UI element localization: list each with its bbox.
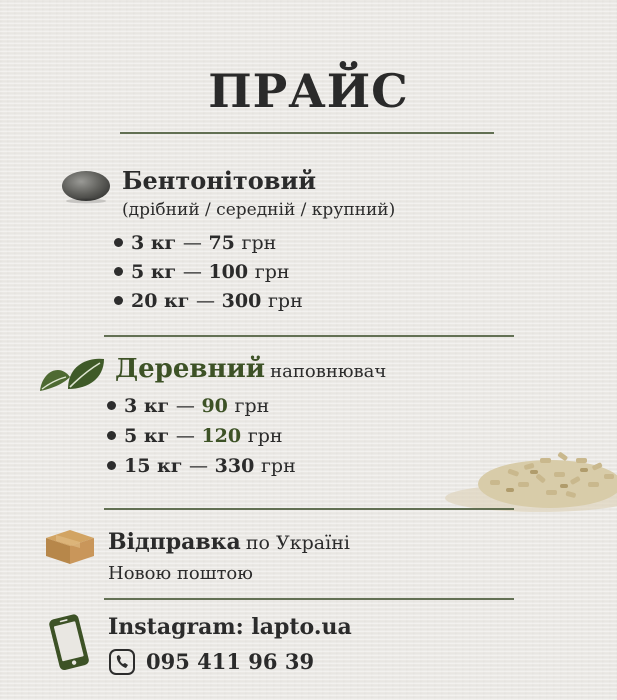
shipping-rest: по Україні [245, 532, 350, 554]
bullet [114, 267, 123, 276]
phone-number[interactable]: 095 411 96 39 [146, 649, 315, 674]
bullet [107, 431, 116, 440]
list-item: 5 кг — 120 грн [107, 425, 283, 447]
bentonite-sizes: (дрібний / середній / крупний) [122, 200, 396, 220]
bullet [107, 461, 116, 470]
list-item: 3 кг — 75 грн [114, 232, 276, 254]
leaf-icon [38, 355, 106, 395]
list-item: 20 кг — 300 грн [114, 290, 303, 312]
shipping-title: Відправка [108, 529, 241, 555]
shipping-heading [108, 529, 350, 555]
bullet [114, 296, 123, 305]
viber-icon [108, 648, 136, 676]
divider [104, 508, 514, 510]
stone-icon [60, 168, 112, 204]
wood-heading [115, 354, 386, 384]
bullet [107, 401, 116, 410]
wood-suffix: наповнювач [270, 361, 387, 382]
divider [104, 335, 514, 337]
box-icon [44, 526, 96, 566]
wood-title: Деревний [115, 354, 266, 384]
bentonite-title: Бентонітовий [122, 166, 317, 195]
divider [104, 598, 514, 600]
pellets-image [420, 440, 617, 512]
instagram-text[interactable]: Instagram: lapto.ua [108, 614, 352, 640]
shipping-line2: Новою поштою [108, 563, 253, 584]
bullet [114, 238, 123, 247]
phone-icon [42, 612, 98, 672]
list-item: 5 кг — 100 грн [114, 261, 290, 283]
list-item: 15 кг — 330 грн [107, 455, 296, 477]
page-title: ПРАЙС [208, 64, 409, 118]
list-item: 3 кг — 90 грн [107, 395, 269, 417]
divider [120, 132, 494, 134]
